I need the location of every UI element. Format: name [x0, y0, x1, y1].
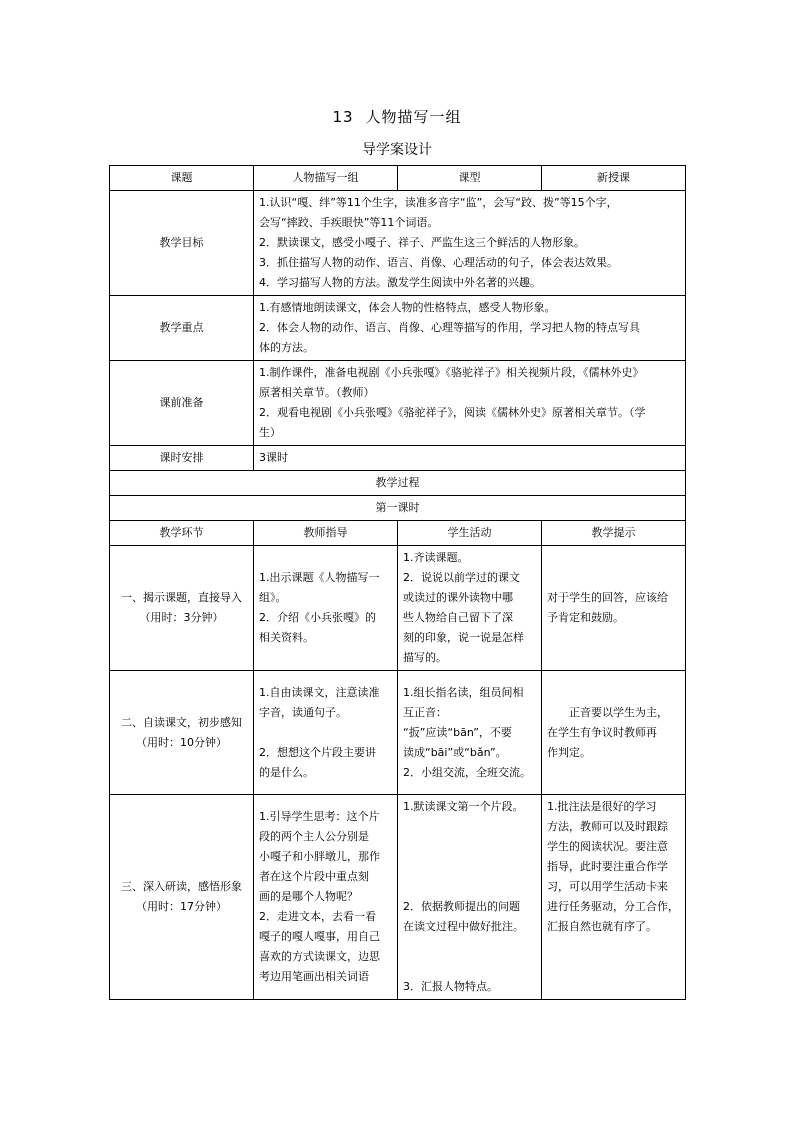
student-line: 互正音：	[403, 705, 447, 719]
student-cell	[398, 671, 542, 795]
student-line: 2．依据教师提出的问题	[403, 900, 520, 913]
teacher-line: 者在这个片段中重点刻	[259, 870, 369, 883]
key-line: 1.有感情地朗读课文，体会人物的性格特点，感受人物形象。	[259, 301, 556, 314]
tip-line: 方法，教师可以及时跟踪	[547, 820, 668, 833]
header-tip: 教学提示	[542, 521, 686, 546]
teacher-line: 小嘎子和小胖墩儿，那作	[259, 850, 380, 863]
process-title: 教学过程	[110, 471, 686, 496]
teacher-line: 嘎子的嘎人嘎事，用自己	[259, 930, 380, 943]
student-line: “扳”应读“bān”，不要	[403, 725, 512, 739]
tip-line: 习，可以用学生活动卡来	[547, 880, 668, 893]
teacher-line: 段的两个主人公分别是	[259, 830, 369, 843]
header-stage: 教学环节	[110, 521, 254, 546]
student-line: 3．汇报人物特点。	[403, 980, 498, 993]
teacher-line: 的是什么。	[259, 765, 314, 779]
goals-row	[110, 191, 686, 296]
key-row	[110, 296, 686, 361]
stage-title: 三、深入研读，感悟形象	[121, 880, 242, 893]
type-value: 新授课	[542, 166, 686, 191]
prep-line: 原著相关章节。（教师）	[259, 386, 375, 399]
key-line: 2．体会人物的动作、语言、肖像、心理等描写的作用，学习把人物的特点写具	[259, 321, 640, 334]
info-row	[110, 166, 686, 191]
lesson-title-row	[110, 496, 686, 521]
goals-line: 会写“摔跤、手疾眼快”等11个词语。	[259, 216, 439, 229]
process-header-row	[110, 521, 686, 546]
key-label: 教学重点	[110, 296, 254, 361]
prep-line: 1.制作课件，准备电视剧《小兵张嘎》《骆驼祥子》相关视频片段，《儒林外史》	[259, 366, 644, 379]
teacher-line: 1.自由读课文，注意读准	[259, 685, 380, 699]
stage-time: （用时：10分钟）	[136, 735, 227, 749]
teacher-line: 考边用笔画出相关词语	[259, 970, 369, 983]
key-line: 体的方法。	[259, 341, 314, 354]
schedule-label: 课时安排	[110, 446, 254, 471]
process-row-1	[110, 546, 686, 671]
lesson-plan-table	[109, 165, 686, 1000]
process-title-row	[110, 471, 686, 496]
teacher-line: 2．想想这个片段主要讲	[259, 745, 376, 759]
teacher-cell	[254, 546, 398, 671]
teacher-line: 2．介绍《小兵张嘎》的	[259, 611, 376, 624]
teacher-line: 1.引导学生思考：这个片	[259, 810, 380, 823]
goals-line: 1.认识“嘎、绊”等11个生字，读准多音字“监”，会写“跤、拨”等15个字，	[259, 196, 618, 209]
header-student: 学生活动	[398, 521, 542, 546]
tip-line: 1.批注法是很好的学习	[547, 800, 657, 813]
schedule-value: 3课时	[254, 446, 686, 471]
prep-line: 生）	[259, 426, 281, 439]
goals-content	[254, 191, 686, 296]
goals-line: 2．默读课文，感受小嘎子、祥子、严监生这三个鲜活的人物形象。	[259, 236, 585, 249]
teacher-cell	[254, 671, 398, 795]
topic-label: 课题	[110, 166, 254, 191]
student-line: 2．说说以前学过的课文	[403, 571, 520, 584]
stage-time: （用时：17分钟）	[136, 900, 227, 913]
process-row-3	[110, 795, 686, 1000]
teacher-line: 2．走进文本，去看一看	[259, 910, 376, 923]
tip-line: 汇报自然也就有序了。	[547, 920, 657, 933]
teacher-line: 相关资料。	[259, 631, 314, 644]
student-line: 刻的印象，说一说是怎样	[403, 631, 524, 644]
tip-line: 进行任务驱动，分工合作，	[547, 900, 679, 913]
tip-line: 正音要以学生为主，	[569, 705, 668, 719]
student-line: 读成“bāi”或“bǎn”。	[403, 745, 507, 759]
tip-line: 学生的阅读状况。要注意	[547, 840, 668, 853]
student-line: 些人物给自己留下了深	[403, 611, 513, 624]
process-row-2	[110, 671, 686, 795]
student-line: 2．小组交流，全班交流。	[403, 765, 531, 779]
stage-cell	[110, 795, 254, 1000]
tip-line: 予肯定和鼓励。	[547, 611, 624, 624]
stage-cell	[110, 671, 254, 795]
document-subtitle: 导学案设计	[362, 142, 432, 158]
document-title	[0, 106, 794, 127]
tip-line: 对于学生的回答，应该给	[547, 591, 668, 604]
student-cell	[398, 795, 542, 1000]
key-content	[254, 296, 686, 361]
lesson-number: 13	[332, 108, 354, 126]
teacher-line: 喜欢的方式读课文，边思	[259, 950, 380, 963]
type-label: 课型	[398, 166, 542, 191]
teacher-line: 画的是哪个人物呢？	[259, 890, 358, 903]
prep-label: 课前准备	[110, 361, 254, 446]
topic-value: 人物描写一组	[254, 166, 398, 191]
teacher-line: 组》。	[259, 591, 287, 604]
stage-time: （用时：3分钟）	[139, 611, 224, 624]
tip-line: 在学生有争议时教师再	[547, 725, 657, 739]
stage-title: 二、自读课文，初步感知	[121, 715, 242, 729]
goals-line: 3．抓住描写人物的动作、语言、肖像、心理活动的句子，体会表达效果。	[259, 256, 618, 269]
tip-cell	[542, 795, 686, 1000]
tip-cell	[542, 671, 686, 795]
teacher-line: 字音，读通句子。	[259, 705, 347, 719]
student-line: 1.默读课文第一个片段。	[403, 800, 524, 813]
goals-line: 4．学习描写人物的方法。激发学生阅读中外名著的兴趣。	[259, 276, 541, 289]
prep-row	[110, 361, 686, 446]
schedule-row	[110, 446, 686, 471]
student-cell	[398, 546, 542, 671]
lesson-title-cell: 第一课时	[110, 496, 686, 521]
stage-cell	[110, 546, 254, 671]
prep-content	[254, 361, 686, 446]
tip-line: 指导，此时要注重合作学	[547, 860, 668, 873]
teacher-line: 1.出示课题《人物描写一	[259, 571, 380, 584]
header-teacher: 教师指导	[254, 521, 398, 546]
goals-label: 教学目标	[110, 191, 254, 296]
student-line: 1.齐读课题。	[403, 551, 469, 564]
tip-line: 作判定。	[547, 745, 591, 759]
student-line: 描写的。	[403, 651, 447, 664]
tip-cell	[542, 546, 686, 671]
lesson-title: 人物描写一组	[365, 108, 462, 126]
student-line: 或读过的课外读物中哪	[403, 591, 513, 604]
student-line: 在读文过程中做好批注。	[403, 920, 524, 933]
teacher-cell	[254, 795, 398, 1000]
stage-title: 一、揭示课题，直接导入	[121, 591, 242, 604]
prep-line: 2．观看电视剧《小兵张嘎》《骆驼祥子》，阅读《儒林外史》原著相关章节。（学	[259, 406, 646, 419]
student-line: 1.组长指名读，组员间相	[403, 685, 524, 699]
